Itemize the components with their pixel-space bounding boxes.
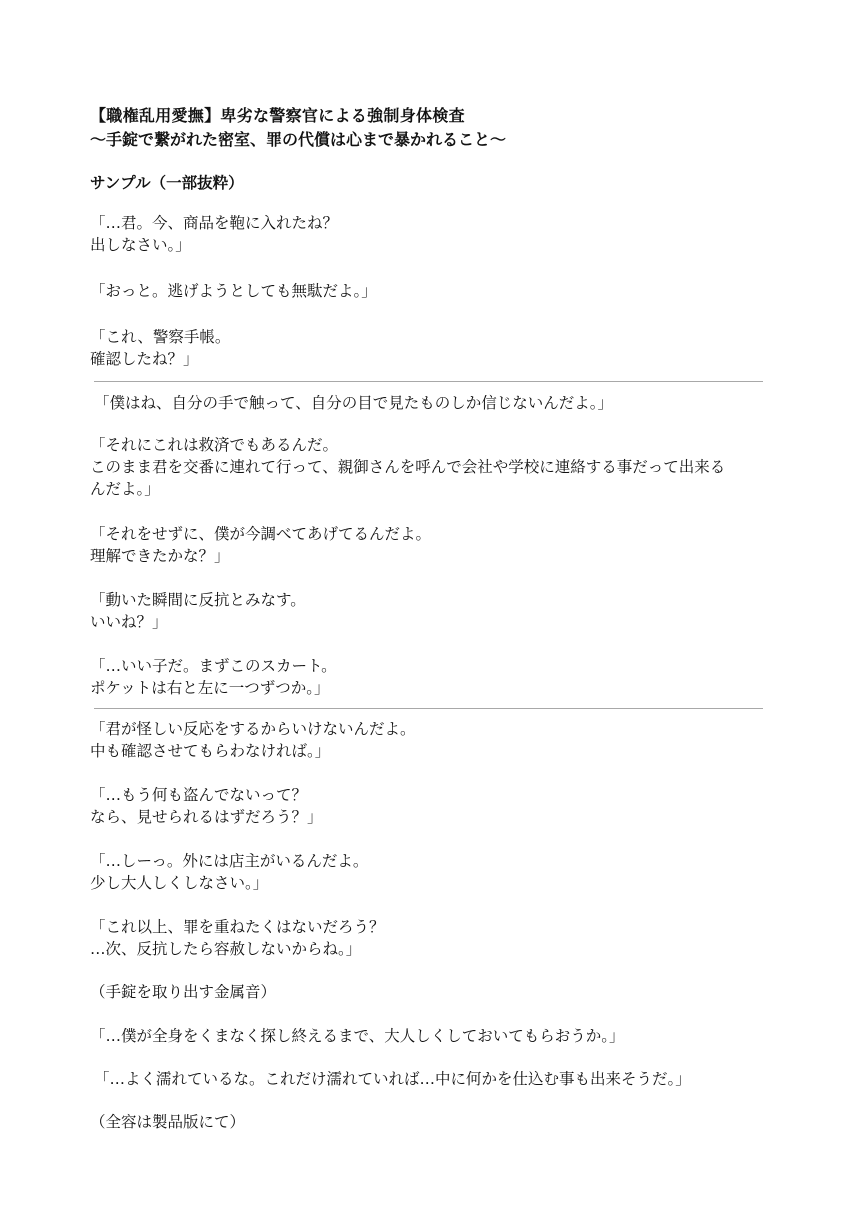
- dialogue-line: 少し大人しくしなさい。」: [90, 874, 269, 892]
- dialogue-line: 「これ以上、罪を重ねたくはないだろう？: [90, 918, 385, 936]
- dialogue-line: 出しなさい。」: [90, 236, 191, 254]
- horizontal-divider: [94, 708, 763, 709]
- dialogue-line: 「それにこれは救済でもあるんだ。: [90, 436, 339, 454]
- dialogue-line: 「君が怪しい反応をするからいけないんだよ。: [90, 720, 416, 738]
- closing-note: （全容は製品版にて）: [90, 1113, 246, 1131]
- dialogue-line: …次、反抗したら容赦しないからね。」: [90, 940, 362, 958]
- document-subtitle: 〜手錠で繋がれた密室、罪の代償は心まで暴かれること〜: [90, 130, 507, 149]
- dialogue-line: んだよ。」: [90, 480, 160, 498]
- dialogue-line: 理解できたかな？」: [90, 547, 230, 565]
- dialogue-line: 「動いた瞬間に反抗とみなす。: [90, 591, 306, 609]
- dialogue-line: 「僕はね、自分の手で触って、自分の目で見たものしか信じないんだよ。」: [94, 394, 613, 412]
- document-title: 【職権乱用愛撫】卑劣な警察官による強制身体検査: [90, 106, 465, 125]
- dialogue-line: 「…しーっ。外には店主がいるんだよ。: [90, 852, 369, 870]
- dialogue-line: 「…君。今、商品を鞄に入れたね？: [90, 214, 339, 232]
- stage-direction: （手錠を取り出す金属音）: [90, 983, 277, 1001]
- dialogue-line: 確認したね？」: [90, 350, 199, 368]
- section-heading: サンプル（一部抜粋）: [90, 174, 244, 192]
- dialogue-line: 「おっと。逃げようとしても無駄だよ。」: [90, 282, 377, 300]
- dialogue-line: いいね？」: [90, 613, 168, 631]
- dialogue-line: 「…いい子だ。まずこのスカート。: [90, 657, 337, 675]
- dialogue-line: 中も確認させてもらわなければ。」: [90, 742, 331, 760]
- document-page: [90, 104, 770, 1131]
- dialogue-line: 「…僕が全身をくまなく探し終えるまで、大人しくしておいてもらおうか。」: [90, 1027, 625, 1045]
- dialogue-line: 「それをせずに、僕が今調べてあげてるんだよ。: [90, 525, 432, 543]
- dialogue-line: 「これ、警察手帳。: [90, 328, 231, 346]
- dialogue-line: 「…もう何も盗んでないって？: [90, 786, 308, 804]
- dialogue-line: このまま君を交番に連れて行って、親御さんを呼んで会社や学校に連絡する事だって出来る: [90, 458, 726, 476]
- dialogue-line: なら、見せられるはずだろう？」: [90, 808, 323, 826]
- dialogue-line: ポケットは右と左に一つずつか。」: [90, 679, 330, 697]
- horizontal-divider: [94, 381, 763, 382]
- dialogue-line: 「…よく濡れているな。これだけ濡れていれば…中に何かを仕込む事も出来そうだ。」: [94, 1070, 691, 1088]
